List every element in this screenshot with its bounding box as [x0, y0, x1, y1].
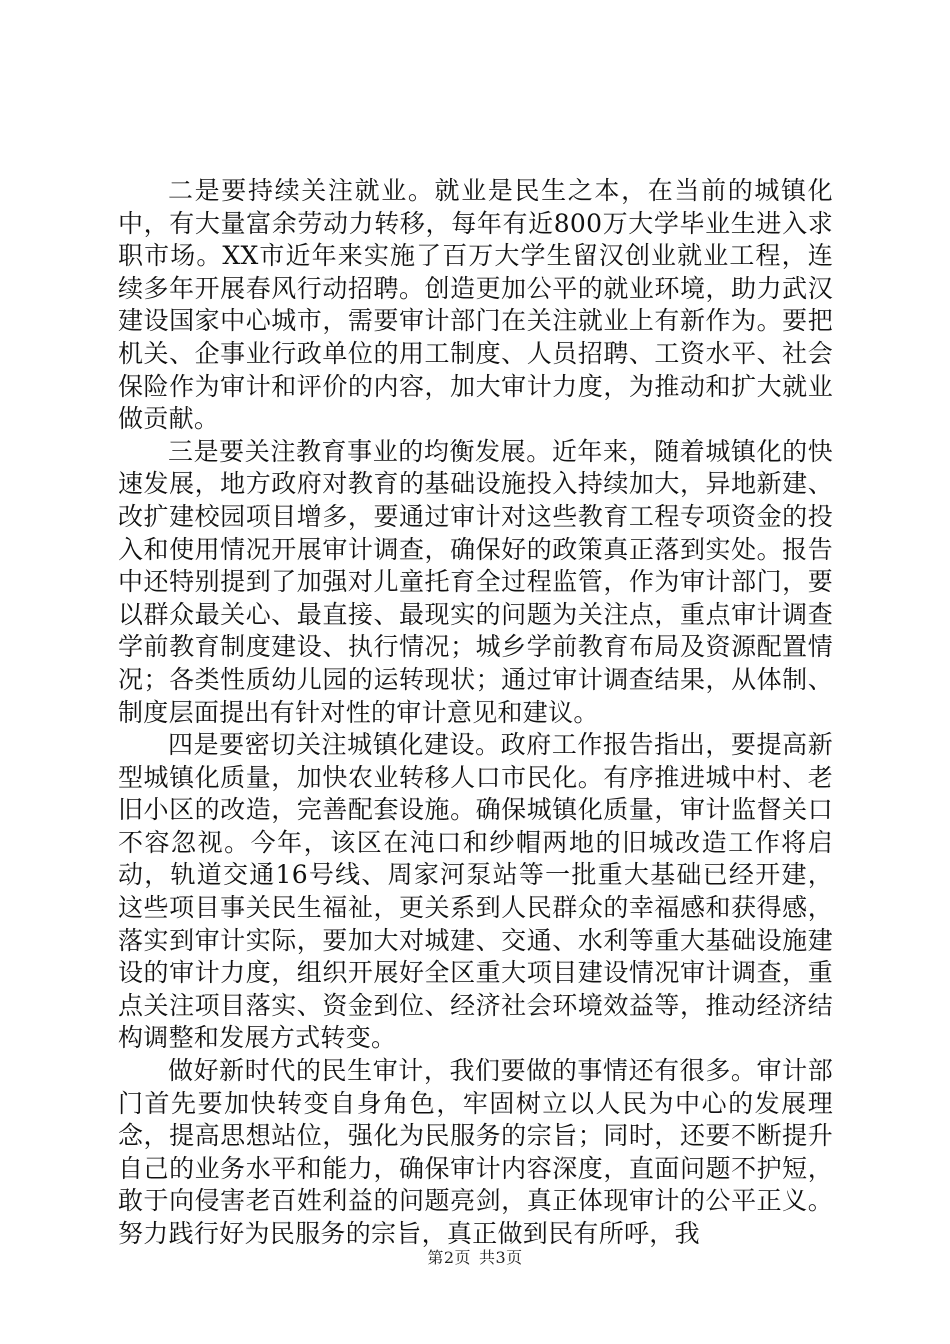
page-footer	[0, 1245, 950, 1268]
page-total: 共3页	[479, 1248, 523, 1267]
page-number: 第2页	[427, 1248, 471, 1267]
paragraph-education: 三是要关注教育事业的均衡发展。近年来，随着城镇化的快速发展，地方政府对教育的基础设施投入持续加大，异地新建、改扩建校园项目增多，要通过审计对这些教育工程专项资金的投入和使用情况开展审计调查，确保好的政策真正落到实处。报告中还特别提到了加强对儿童托育全过程监管，作为审计部门，要以群众最关心、最直接、最现实的问题为关注点，重点审计调查学前教育制度建设、执行情况；城乡学前教育布局及资源配置情况；各类性质幼儿园的运转现状；通过审计调查结果，从体制、制度层面提出有针对性的审计意见和建议。	[118, 436, 833, 727]
paragraph-conclusion: 做好新时代的民生审计，我们要做的事情还有很多。审计部门首先要加快转变自身角色，牢固树立以人民为中心的发展理念，提高思想站位，强化为民服务的宗旨；同时，还要不断提升自己的业务水平和能力，确保审计内容深度，直面问题不护短，敢于向侵害老百姓利益的问题亮剑，真正体现审计的公平正义。努力践行好为民服务的宗旨，真正做到民有所呼，我	[118, 1056, 833, 1248]
document-body	[118, 175, 833, 1251]
paragraph-employment: 二是要持续关注就业。就业是民生之本，在当前的城镇化中，有大量富余劳动力转移，每年有近800万大学毕业生进入求职市场。XX市近年来实施了百万大学生留汉创业就业工程，连续多年开展春风行动招聘。创造更加公平的就业环境，助力武汉建设国家中心城市，需要审计部门在关注就业上有新作为。要把机关、企事业行政单位的用工制度、人员招聘、工资水平、社会保险作为审计和评价的内容，加大审计力度，为推动和扩大就业做贡献。	[118, 176, 833, 434]
paragraph-urbanization: 四是要密切关注城镇化建设。政府工作报告指出，要提高新型城镇化质量，加快农业转移人口市民化。有序推进城中村、老旧小区的改造，完善配套设施。确保城镇化质量，审计监督关口不容忽视。今年，该区在沌口和纱帽两地的旧城改造工作将启动，轨道交通16号线、周家河泵站等一批重大基础已经开建，这些项目事关民生福祉，更关系到人民群众的幸福感和获得感，落实到审计实际，要加大对城建、交通、水利等重大基础设施建设的审计力度，组织开展好全区重大项目建设情况审计调查，重点关注项目落实、资金到位、经济社会环境效益等，推动经济结构调整和发展方式转变。	[118, 730, 833, 1053]
